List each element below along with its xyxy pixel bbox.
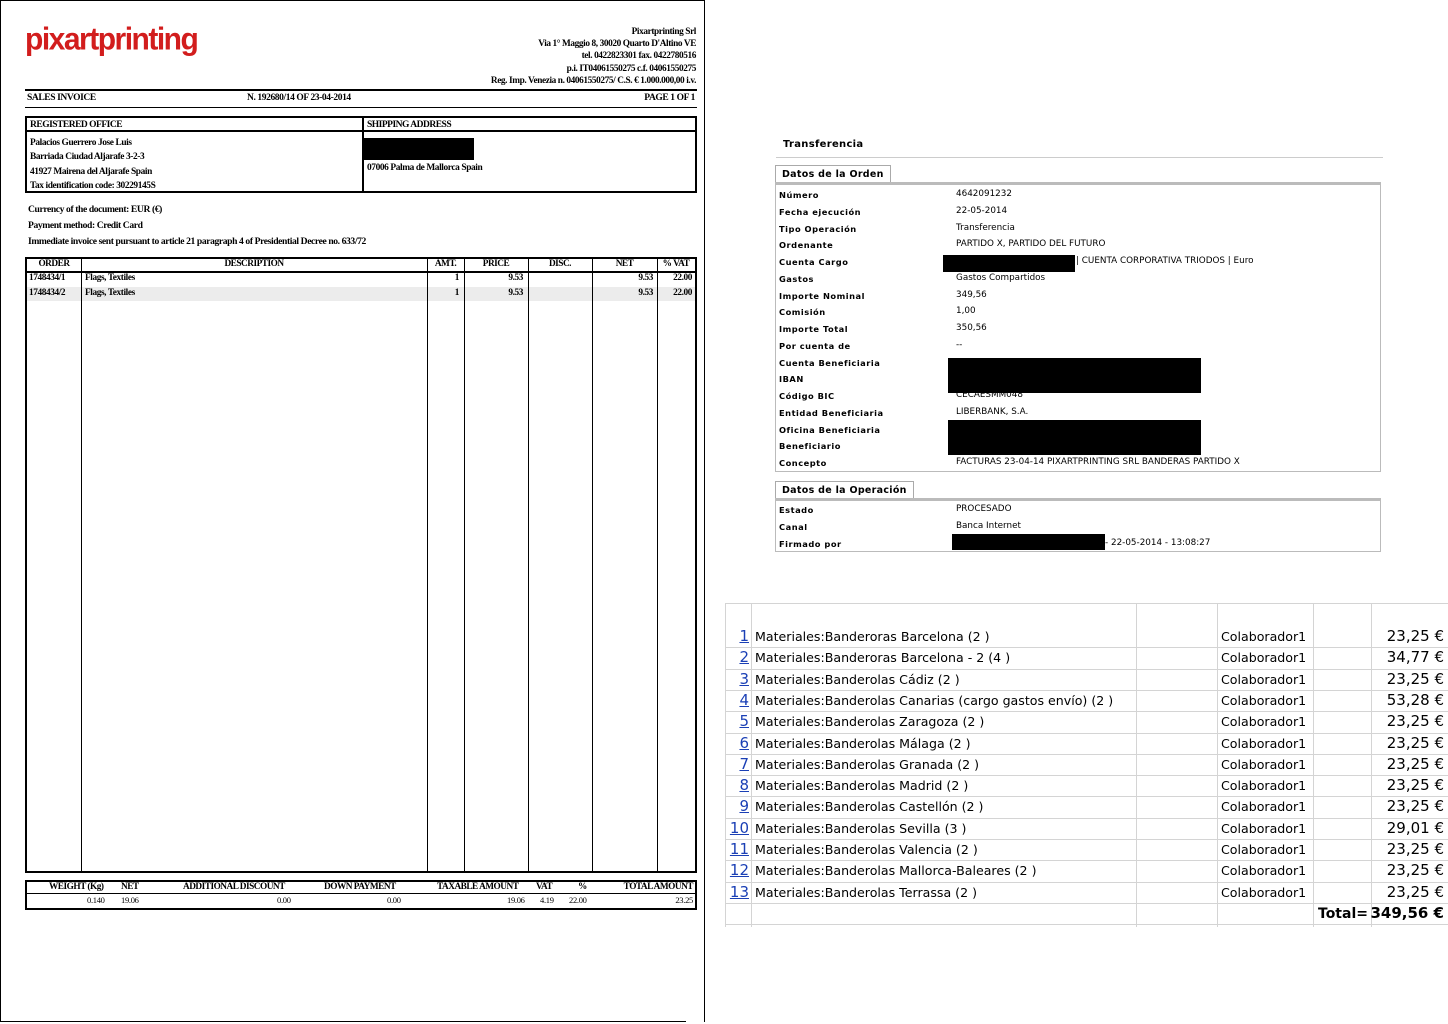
table-row	[725, 796, 1448, 817]
row-number-link[interactable]: 6	[739, 733, 749, 752]
field-value: CECAESMM048	[956, 390, 1023, 400]
col-weight: WEIGHT (Kg)	[49, 882, 104, 892]
total-value: 349,56 €	[1370, 903, 1444, 922]
col-price: PRICE	[482, 259, 510, 269]
office-line: Tax identification code: 30229145S	[30, 180, 156, 191]
field-label: IBAN	[779, 374, 804, 385]
legal-line: Immediate invoice sent pursuant to article 21 paragraph 4 of Presidential Decree no. 633/72	[28, 236, 366, 247]
document-meta	[28, 202, 366, 250]
pixartprinting-logo: pixartprinting	[25, 22, 198, 57]
page-indicator: PAGE 1 OF 1	[644, 93, 695, 103]
col-amt: AMT.	[434, 259, 457, 269]
cell-amount: 23,25 €	[1386, 627, 1444, 645]
table-row	[725, 690, 1448, 711]
field-label: Importe Total	[779, 324, 849, 334]
field-label: Cuenta Cargo	[779, 257, 849, 267]
shipping-address-line: 07006 Palma de Mallorca Spain	[367, 163, 483, 173]
col-pct: %	[578, 882, 587, 892]
value-pct: 22.00	[569, 895, 587, 905]
table-row	[725, 711, 1448, 732]
cell-concept: Materiales:Banderolas Zaragoza (2 )	[755, 714, 985, 730]
value-additional-discount: 0.00	[277, 895, 291, 905]
col-net: NET	[615, 259, 634, 269]
row-number-link[interactable]: 13	[729, 882, 749, 901]
cell-concept: Materiales:Banderolas Canarias (cargo gastos envío) (2 )	[755, 692, 1114, 708]
registered-office-header: REGISTERED OFFICE	[27, 118, 362, 132]
table-row	[725, 754, 1448, 775]
table-row	[725, 669, 1448, 690]
row-number-link[interactable]: 9	[739, 797, 749, 816]
cell-amount: 23,25 €	[1386, 754, 1444, 773]
cell-collaborator: Colaborador1	[1221, 778, 1307, 794]
field-value: Banca Internet	[956, 521, 1021, 531]
field-label: Número	[779, 190, 819, 200]
field-label: Oficina Beneficiaria	[779, 424, 881, 435]
office-line: Barriada Ciudad Aljarafe 3-2-3	[30, 152, 145, 163]
row-number-link[interactable]: 8	[739, 776, 749, 795]
cell-amount: 23,25 €	[1386, 882, 1444, 901]
cell-concept: Materiales:Banderolas Sevilla (3 )	[755, 820, 967, 836]
cell-concept: Materiales:Banderolas Madrid (2 )	[755, 778, 969, 794]
cell-amt: 1	[454, 288, 459, 298]
col-down-payment: DOWN PAYMENT	[324, 882, 396, 892]
field-value: 4642091232	[956, 189, 1012, 199]
cell-vat: 22.00	[673, 288, 692, 298]
row-number-link[interactable]: 12	[729, 861, 749, 880]
cell-price: 9.53	[508, 288, 523, 298]
tab-datos-orden[interactable]: Datos de la Orden	[775, 165, 891, 183]
col-additional-discount: ADDITIONAL DISCOUNT	[183, 882, 285, 892]
column-divider	[592, 259, 593, 871]
field-label: Firmado por	[779, 539, 842, 549]
field-label: Ordenante	[779, 240, 834, 251]
office-line: 41927 Mairena del Aljarafe Spain	[30, 166, 152, 177]
col-net: NET	[121, 882, 139, 892]
value-total-amount: 23.25	[675, 895, 693, 905]
col-vat: % VAT	[662, 259, 690, 269]
cell-order: 1748434/1	[29, 273, 66, 283]
row-number-link[interactable]: 3	[739, 669, 749, 688]
field-value: PARTIDO X, PARTIDO DEL FUTURO	[956, 239, 1106, 250]
office-line: Palacios Guerrero Jose Luis	[30, 138, 132, 148]
field-value: 350,56	[956, 323, 987, 333]
cell-concept: Materiales:Banderolas Granada (2 )	[755, 756, 980, 772]
items-table	[25, 257, 697, 873]
totals-table	[25, 880, 697, 910]
tab-datos-operacion[interactable]: Datos de la Operación	[775, 481, 914, 499]
invoice-bottom-border	[0, 1021, 686, 1022]
cell-description: Flags, Textiles	[85, 273, 135, 283]
cell-collaborator: Colaborador1	[1221, 799, 1307, 815]
field-value: Gastos Compartidos	[956, 272, 1046, 283]
col-description: DESCRIPTION	[224, 259, 284, 269]
column-divider	[464, 259, 465, 871]
col-total-amount: TOTAL AMOUNT	[623, 882, 693, 892]
cell-amount: 34,77 €	[1386, 648, 1444, 667]
field-label: Importe Nominal	[779, 290, 865, 301]
field-label: Código BIC	[779, 391, 835, 401]
field-label: Gastos	[779, 273, 814, 284]
cell-concept: Materiales:Banderolas Cádiz (2 )	[755, 671, 960, 687]
redaction-block	[943, 255, 1075, 272]
currency-line: Currency of the document: EUR (€)	[28, 204, 162, 215]
field-label: Tipo Operación	[779, 223, 857, 234]
cell-collaborator: Colaborador1	[1221, 692, 1307, 708]
cell-collaborator: Colaborador1	[1221, 650, 1307, 666]
redaction-block	[952, 534, 1105, 550]
total-label: Total=	[1318, 905, 1368, 922]
field-value: Transferencia	[956, 222, 1015, 233]
cell-amt: 1	[454, 273, 459, 283]
cell-concept: Materiales:Banderolas Castellón (2 )	[755, 799, 984, 815]
items-table-header	[27, 259, 695, 273]
column-divider	[81, 259, 82, 871]
field-label: Fecha ejecución	[779, 206, 862, 217]
cell-amount: 23,25 €	[1386, 669, 1444, 688]
field-label: Estado	[779, 505, 814, 515]
table-row	[725, 839, 1448, 860]
column-divider	[427, 259, 428, 871]
payment-line: Payment method: Credit Card	[28, 220, 143, 231]
field-value: 22-05-2014	[956, 205, 1008, 216]
redaction-block	[363, 138, 474, 160]
field-label: Beneficiario	[779, 441, 841, 452]
cell-amount: 23,25 €	[1386, 712, 1444, 731]
table-row	[725, 626, 1448, 647]
field-label: Por cuenta de	[779, 340, 851, 351]
col-order: ORDER	[38, 259, 70, 269]
field-label: Canal	[779, 522, 808, 532]
field-value: | CUENTA CORPORATIVA TRIODOS | Euro	[1076, 256, 1254, 266]
invoice-title: SALES INVOICE	[27, 93, 96, 103]
cell-amount: 23,25 €	[1386, 861, 1444, 880]
table-row	[725, 775, 1448, 796]
cell-price: 9.53	[508, 273, 523, 283]
field-value: LIBERBANK, S.A.	[956, 406, 1029, 417]
cell-collaborator: Colaborador1	[1221, 863, 1307, 879]
value-vat: 4.19	[540, 895, 554, 905]
col-taxable-amount: TAXABLE AMOUNT	[437, 882, 519, 892]
field-value: --	[956, 339, 963, 350]
cell-amount: 29,01 €	[1386, 818, 1444, 837]
grid-line	[725, 603, 1448, 604]
field-value: FACTURAS 23-04-14 PIXARTPRINTING SRL BANDERAS PARTIDO X	[956, 457, 1240, 467]
cell-concept: Materiales:Banderolas Málaga (2 )	[755, 735, 971, 751]
col-vat: VAT	[536, 882, 553, 892]
total-row	[725, 903, 1448, 924]
cell-collaborator: Colaborador1	[1221, 820, 1307, 836]
redaction-block	[948, 420, 1201, 455]
field-value: 1,00	[956, 306, 976, 317]
column-divider	[528, 259, 529, 871]
field-label: Cuenta Beneficiaria	[779, 357, 881, 368]
shipping-address-header: SHIPPING ADDRESS	[364, 118, 695, 132]
cell-description: Flags, Textiles	[85, 288, 135, 298]
expenses-spreadsheet	[725, 603, 1448, 927]
cell-collaborator: Colaborador1	[1221, 756, 1307, 772]
cell-concept: Materiales:Banderolas Mallorca-Baleares (2 )	[755, 863, 1037, 879]
row-number-link[interactable]: 10	[729, 818, 749, 837]
table-row	[725, 733, 1448, 754]
row-number-link[interactable]: 4	[739, 690, 749, 709]
invoice-document	[0, 0, 705, 1022]
cell-net: 9.53	[638, 273, 653, 283]
cell-collaborator: Colaborador1	[1221, 735, 1307, 751]
company-line: tel. 0422823301 fax. 0422780516	[581, 51, 696, 62]
field-value: 349,56	[956, 289, 987, 300]
field-label: Comisión	[779, 307, 826, 318]
totals-values	[27, 895, 695, 908]
table-row	[27, 272, 695, 286]
table-row	[27, 287, 695, 301]
column-divider	[657, 259, 658, 871]
cell-concept: Materiales:Banderoras Barcelona (2 )	[755, 629, 990, 644]
address-boxes	[25, 116, 697, 193]
table-row	[725, 818, 1448, 839]
cell-concept: Materiales:Banderolas Terrassa (2 )	[755, 884, 978, 900]
cell-collaborator: Colaborador1	[1221, 884, 1307, 900]
company-line: Reg. Imp. Venezia n. 04061550275/ C.S. € 1.000.000,00 i.v.	[490, 75, 696, 86]
cell-collaborator: Colaborador1	[1221, 714, 1307, 730]
cell-vat: 22.00	[673, 273, 692, 283]
totals-header	[27, 882, 695, 894]
title-divider	[776, 157, 1383, 158]
transfer-title: Transferencia	[783, 139, 864, 150]
redaction-block	[948, 358, 1201, 393]
cell-amount: 23,25 €	[1386, 776, 1444, 795]
cell-net: 9.53	[638, 288, 653, 298]
field-value: PROCESADO	[956, 504, 1012, 514]
table-row	[725, 882, 1448, 903]
row-number-link[interactable]: 5	[739, 712, 749, 731]
cell-collaborator: Colaborador1	[1221, 629, 1307, 644]
col-disc: DISC.	[548, 259, 572, 269]
table-row	[725, 647, 1448, 668]
cell-amount: 23,25 €	[1386, 733, 1444, 752]
field-label: Concepto	[779, 458, 827, 468]
grid-line	[725, 924, 1448, 925]
row-number-link[interactable]: 1	[739, 627, 749, 645]
row-number-link[interactable]: 7	[739, 754, 749, 773]
cell-collaborator: Colaborador1	[1221, 671, 1307, 687]
company-line: p.i. IT04061550275 c.f. 04061550275	[566, 63, 696, 74]
value-weight: 0.140	[87, 895, 105, 905]
company-line: Pixartprinting Srl	[631, 27, 696, 37]
cell-concept: Materiales:Banderolas Valencia (2 )	[755, 842, 978, 857]
field-label: Entidad Beneficiaria	[779, 407, 884, 418]
cell-collaborator: Colaborador1	[1221, 842, 1307, 857]
table-row	[725, 860, 1448, 881]
invoice-number: N. 192680/14 OF 23-04-2014	[247, 93, 351, 103]
cell-order: 1748434/2	[29, 288, 66, 298]
company-info	[491, 26, 696, 87]
company-line: Via 1° Maggio 8, 30020 Quarto D'Altino VE	[538, 39, 696, 50]
value-net: 19.06	[121, 895, 139, 905]
cell-concept: Materiales:Banderoras Barcelona - 2 (4 )	[755, 650, 1011, 666]
value-down-payment: 0.00	[387, 895, 401, 905]
cell-amount: 23,25 €	[1386, 797, 1444, 816]
value-taxable-amount: 19.06	[507, 895, 525, 905]
cell-amount: 53,28 €	[1386, 690, 1444, 709]
registered-office-lines	[30, 136, 155, 193]
cell-amount: 23,25 €	[1386, 840, 1444, 858]
row-number-link[interactable]: 11	[729, 840, 749, 858]
field-value: - 22-05-2014 - 13:08:27	[1105, 538, 1211, 548]
invoice-title-bar	[25, 89, 697, 108]
bank-transfer-panel	[723, 130, 1383, 560]
row-number-link[interactable]: 2	[739, 648, 749, 667]
